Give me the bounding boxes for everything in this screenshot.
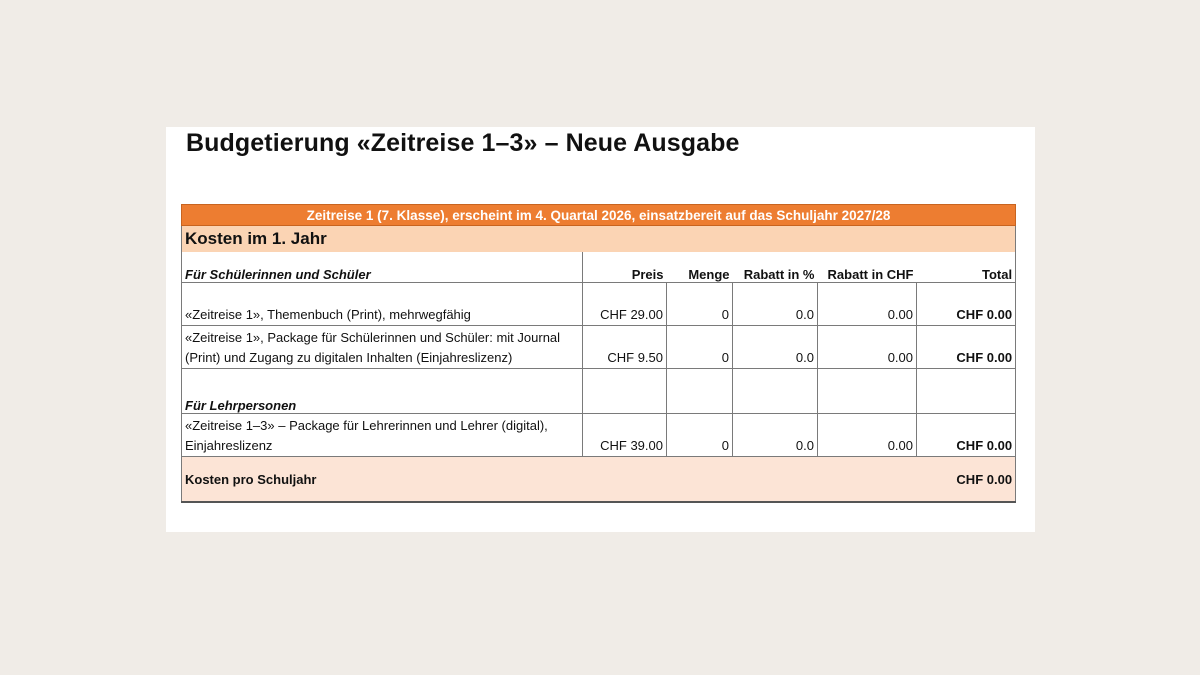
summary-label: Kosten pro Schuljahr — [182, 457, 917, 503]
item-total: CHF 0.00 — [917, 326, 1016, 369]
empty-cell — [733, 369, 818, 414]
empty-cell — [818, 369, 917, 414]
edition-banner: Zeitreise 1 (7. Klasse), erscheint im 4. Quartal 2026, einsatzbereit auf das Schuljahr 2027/28 — [182, 205, 1016, 226]
summary-total: CHF 0.00 — [917, 457, 1016, 503]
group-heading-row — [182, 369, 1016, 414]
group-heading-students: Für Schülerinnen und Schüler — [182, 252, 583, 283]
column-header-row — [182, 252, 1016, 283]
column-header-discount-pct: Rabatt in % — [733, 252, 818, 283]
item-price: CHF 29.00 — [583, 283, 667, 326]
table-row — [182, 326, 1016, 369]
empty-cell — [667, 369, 733, 414]
item-total: CHF 0.00 — [917, 283, 1016, 326]
summary-row — [182, 457, 1016, 503]
item-discount-chf: 0.00 — [818, 414, 917, 457]
item-discount-chf: 0.00 — [818, 326, 917, 369]
item-discount-pct-cell[interactable]: 0.0 — [733, 414, 818, 457]
item-total: CHF 0.00 — [917, 414, 1016, 457]
budget-table — [181, 204, 1016, 503]
column-header-qty: Menge — [667, 252, 733, 283]
group-heading-teachers: Für Lehrpersonen — [182, 369, 583, 414]
section-row — [182, 226, 1016, 253]
item-discount-chf: 0.00 — [818, 283, 917, 326]
empty-cell — [583, 369, 667, 414]
page-title: Budgetierung «Zeitreise 1–3» – Neue Ausgabe — [186, 129, 740, 157]
column-header-total: Total — [917, 252, 1016, 283]
empty-cell — [917, 369, 1016, 414]
column-header-price: Preis — [583, 252, 667, 283]
budget-sheet — [166, 127, 1035, 532]
column-header-discount-chf: Rabatt in CHF — [818, 252, 917, 283]
item-discount-pct-cell[interactable]: 0.0 — [733, 283, 818, 326]
item-description: «Zeitreise 1–3» – Package für Lehrerinnen und Lehrer (digital), Einjahreslizenz — [182, 414, 583, 457]
table-row — [182, 283, 1016, 326]
item-qty-cell[interactable]: 0 — [667, 414, 733, 457]
item-discount-pct-cell[interactable]: 0.0 — [733, 326, 818, 369]
item-price: CHF 39.00 — [583, 414, 667, 457]
item-description: «Zeitreise 1», Themenbuch (Print), mehrwegfähig — [182, 283, 583, 326]
item-description: «Zeitreise 1», Package für Schülerinnen und Schüler: mit Journal (Print) und Zugang zu digitalen Inhalten (Einjahreslizenz) — [182, 326, 583, 369]
item-price: CHF 9.50 — [583, 326, 667, 369]
edition-banner-row — [182, 205, 1016, 226]
item-qty-cell[interactable]: 0 — [667, 283, 733, 326]
table-row — [182, 414, 1016, 457]
item-qty-cell[interactable]: 0 — [667, 326, 733, 369]
section-title: Kosten im 1. Jahr — [182, 226, 1016, 253]
